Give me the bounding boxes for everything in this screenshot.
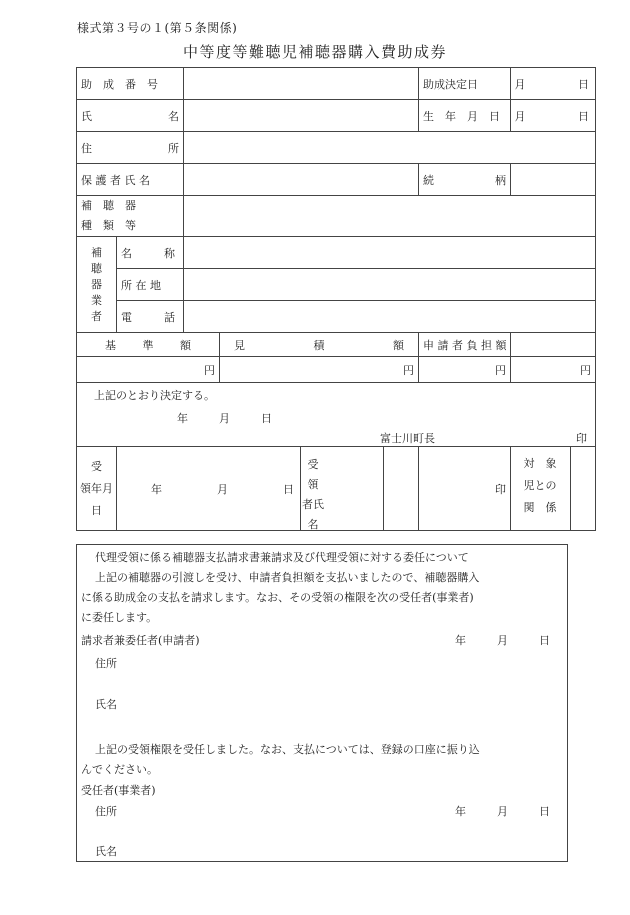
vendor-phone-label: 電 話: [117, 301, 184, 333]
delegation-para1-line2: に係る助成金の支払を請求します。なお、その受領の権限を次の受任者(事業者): [81, 591, 474, 604]
agent-address-label: 住所: [95, 805, 117, 818]
delegation-para1-line1: 上記の補聴器の引渡しを受け、申請者負担額を支払いましたので、補聴器購入: [95, 571, 480, 584]
guardian-name-field[interactable]: [184, 164, 419, 196]
month-label: 月: [514, 77, 526, 91]
decision-date-field[interactable]: [511, 68, 596, 100]
estimate-amount-label: 見 積 額: [220, 333, 419, 357]
subsidy-label: [511, 333, 596, 357]
delegation-para2-line1: 上記の受領権限を受任しました。なお、支払については、登録の口座に振り込: [95, 743, 480, 756]
requester-address-label: 住所: [95, 657, 117, 670]
vendor-location-label: 所 在 地: [117, 269, 184, 301]
recipient-seal: 印: [495, 482, 506, 496]
relation-to-child: [511, 447, 596, 531]
hearing-aid-type-label: 補 聴 器 種 類 等: [77, 196, 184, 237]
estimate-amount-field[interactable]: 円: [220, 357, 419, 383]
grant-number-field[interactable]: [184, 68, 419, 100]
applicant-burden-label: 申 請 者 負 担 額: [419, 333, 511, 357]
delegation-section: [76, 544, 568, 862]
relationship-label: 続 柄: [419, 164, 511, 196]
vendor-name-label: 名 称: [117, 237, 184, 269]
relation-to-child-field[interactable]: [570, 447, 571, 530]
guardian-name-label: 保 護 者 氏 名: [77, 164, 184, 196]
agent-date: 年 月 日: [455, 805, 550, 818]
requester-date: 年 月 日: [455, 634, 550, 647]
address-field[interactable]: [184, 132, 596, 164]
mayor-label: 富士川町長: [380, 432, 435, 445]
decision-date-label: 助成決定日: [419, 68, 511, 100]
mayor-seal: 印: [576, 432, 587, 445]
requester-label: 請求者兼委任者(申請者): [81, 634, 200, 647]
standard-amount-field[interactable]: 円: [77, 357, 220, 383]
day-label: 日: [578, 77, 589, 91]
name-label: 氏 名: [77, 100, 184, 132]
delegation-heading: 代理受領に係る補聴器支払請求書兼請求及び代理受領に対する委任について: [95, 551, 469, 564]
vendor-name-field[interactable]: [184, 237, 596, 269]
subsidy-field[interactable]: 円: [511, 357, 596, 383]
decision-date: 年 月 日: [177, 412, 272, 425]
decision-text: 上記のとおり決定する。: [94, 389, 215, 402]
vendor-phone-field[interactable]: [184, 301, 596, 333]
requester-name-label: 氏名: [95, 698, 117, 711]
receipt-date-label: 受 領年月 日: [77, 447, 117, 531]
subsidy-voucher-table: [76, 67, 596, 531]
relationship-field[interactable]: [511, 164, 596, 196]
delegation-para2-line2: んでください。: [81, 763, 158, 776]
vendor-location-field[interactable]: [184, 269, 596, 301]
birth-date-field[interactable]: 月 日: [511, 100, 596, 132]
page-title: 中等度等難聴児補聴器購入費助成券: [182, 43, 447, 61]
recipient-name-field[interactable]: [419, 447, 511, 531]
name-field[interactable]: [184, 100, 419, 132]
receipt-date-field[interactable]: 年 月 日: [117, 447, 301, 531]
decision-block: [77, 383, 596, 447]
agent-label: 受任者(事業者): [81, 784, 156, 797]
hearing-aid-type-field[interactable]: [184, 196, 596, 237]
standard-amount-label: 基 準 額: [77, 333, 220, 357]
form-number: 様式第３号の１(第５条関係): [77, 21, 238, 35]
delegation-para1-line3: に委任します。: [81, 611, 158, 624]
relation-to-child-label: 対 象 児との 関 係: [523, 457, 557, 514]
recipient-name-label-text: 受 領 者氏 名: [302, 458, 324, 531]
applicant-burden-field[interactable]: 円: [419, 357, 511, 383]
birth-date-label: 生 年 月 日: [419, 100, 511, 132]
address-label: 住 所: [77, 132, 184, 164]
grant-number-label: 助 成 番 号: [77, 68, 184, 100]
vendor-label: 補 聴 器 業 者: [77, 237, 117, 333]
agent-name-label: 氏名: [95, 845, 117, 858]
